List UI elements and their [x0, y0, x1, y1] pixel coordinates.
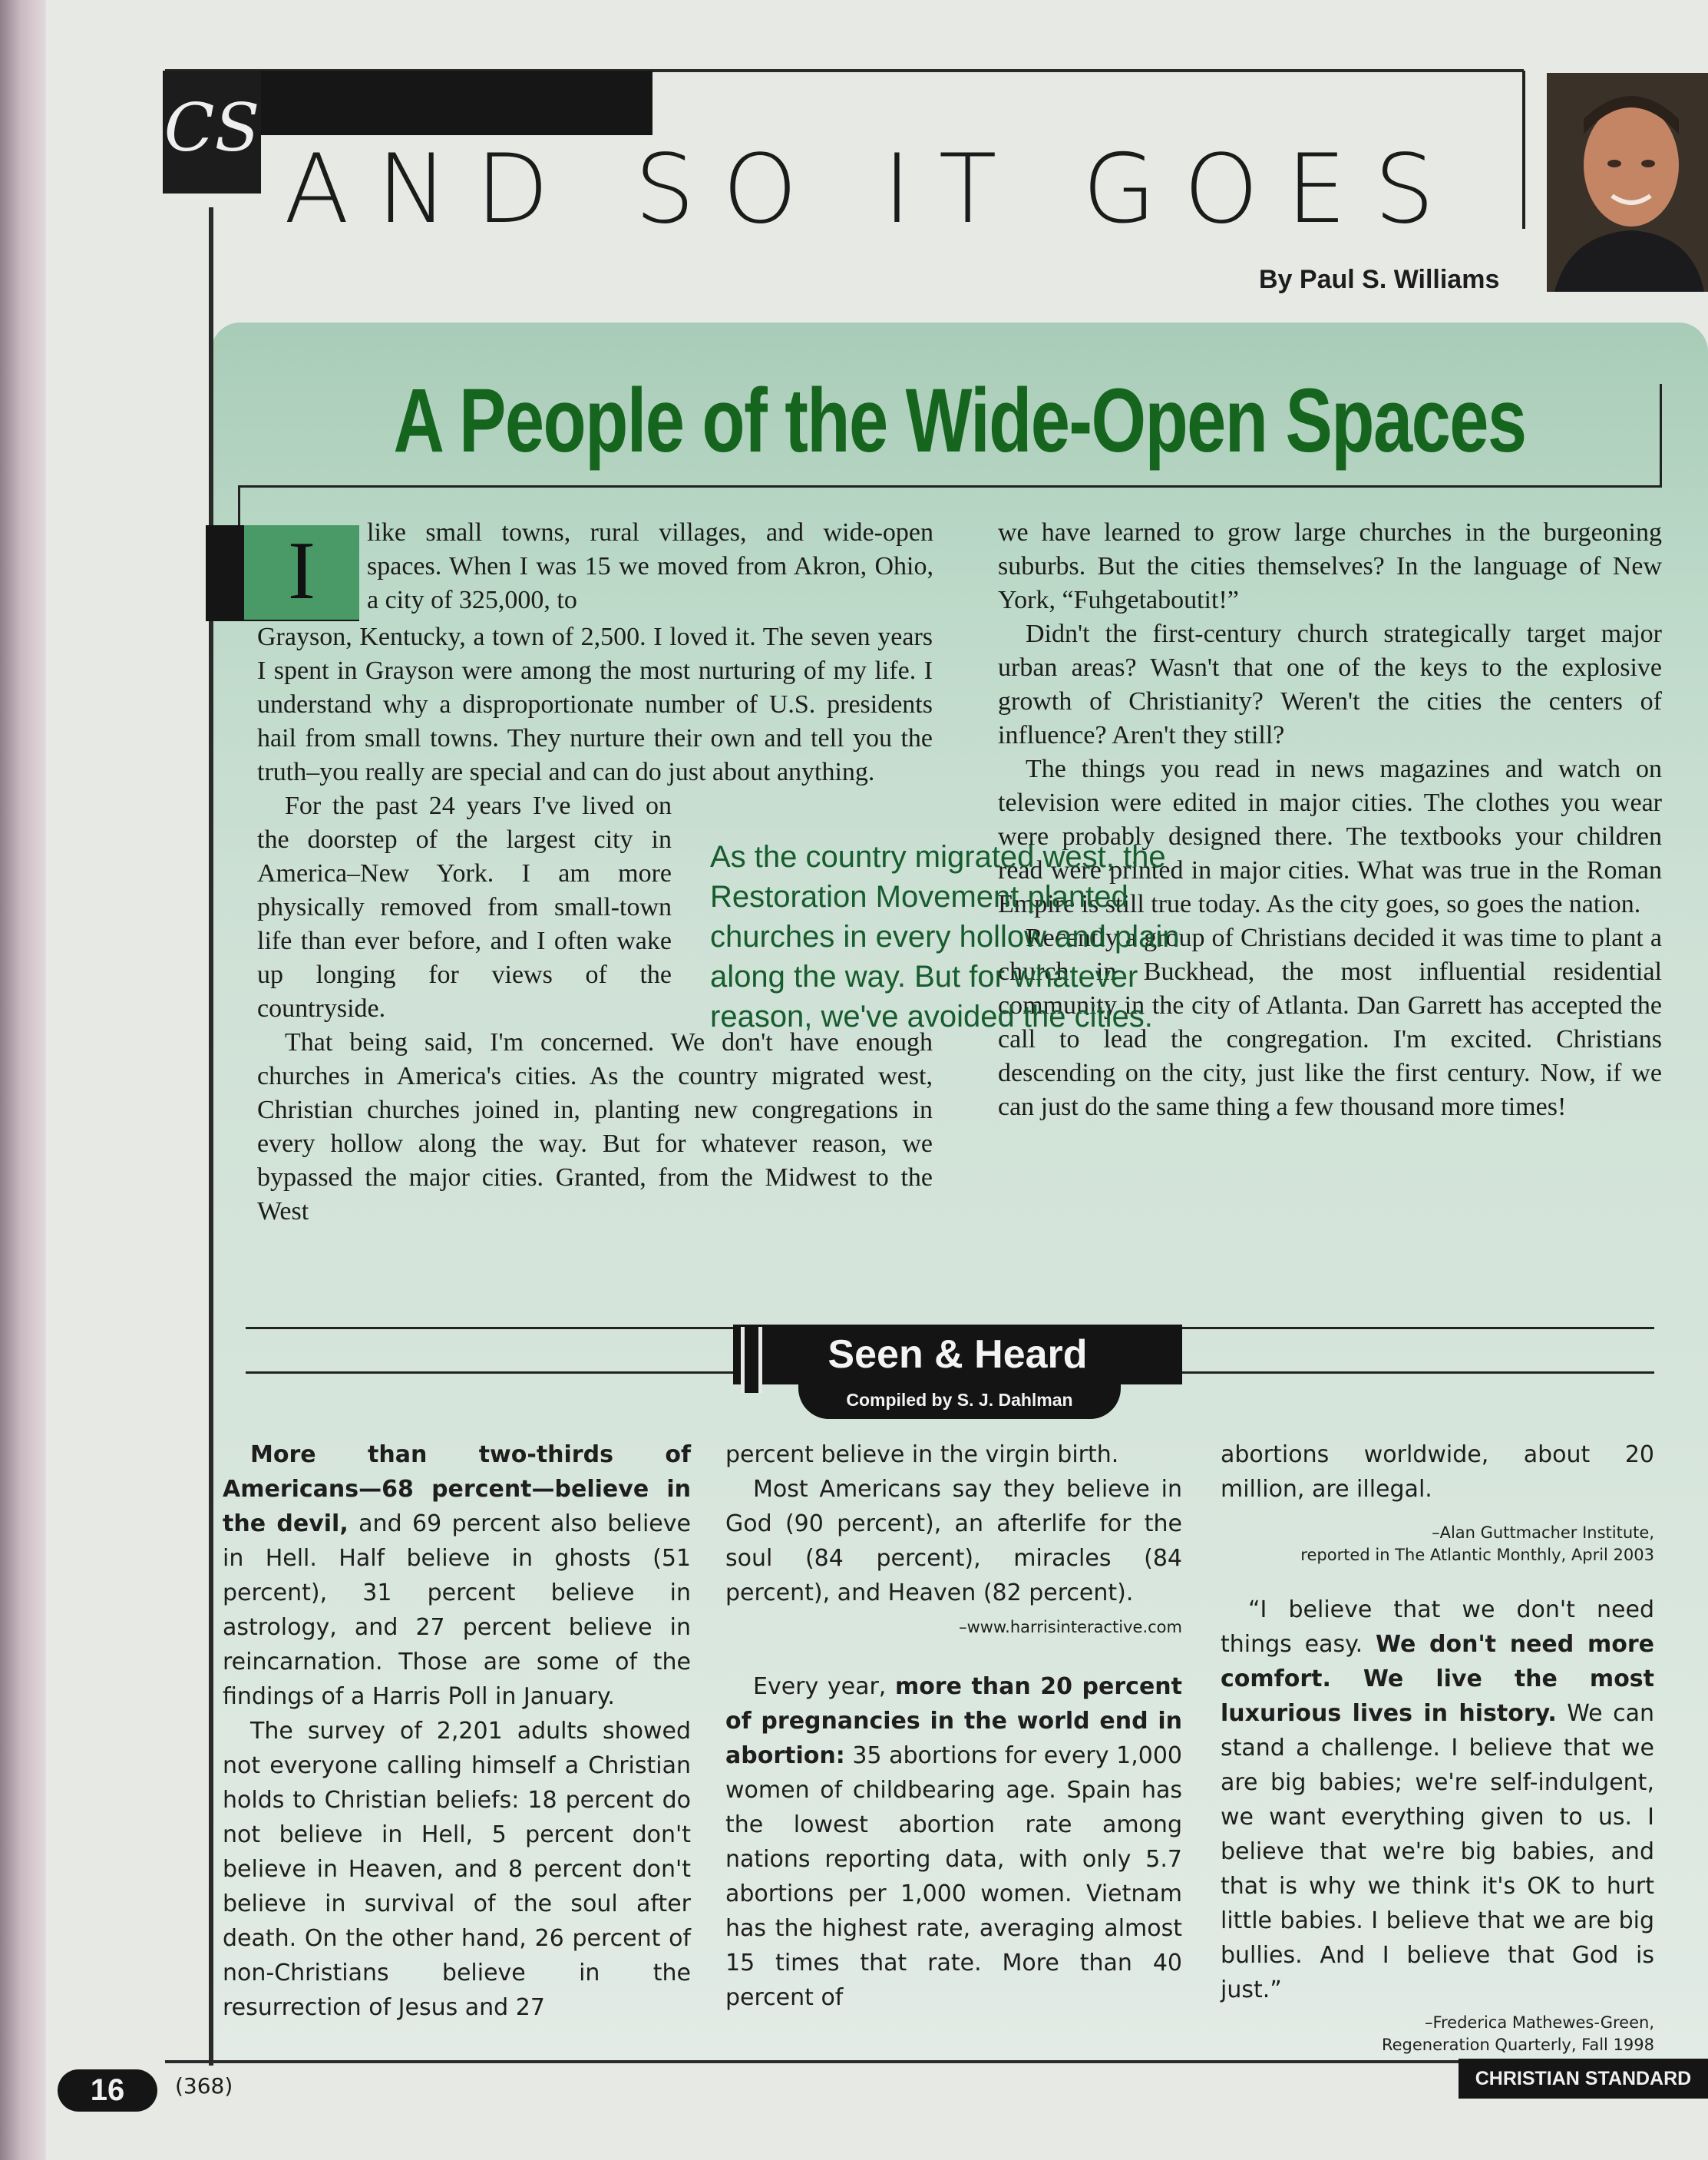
item-source: –Alan Guttmacher Institute,	[1432, 1523, 1654, 1542]
article-column-left-top	[367, 516, 933, 617]
seen-heard-column-3	[1221, 1437, 1654, 2056]
drop-cap: I	[244, 525, 359, 620]
seen-heard-column-2	[725, 1437, 1182, 2015]
section-compiler: Compiled by S. J. Dahlman	[798, 1382, 1121, 1419]
item-source: reported in The Atlantic Monthly, April 2003	[1300, 1546, 1654, 1564]
magazine-name: CHRISTIAN STANDARD	[1459, 2059, 1708, 2099]
item-paragraph: abortions worldwide, about 20 million, are illegal.	[1221, 1441, 1654, 1503]
item-paragraph: The survey of 2,201 adults showed not everyone calling himself a Christian holds to Christian beliefs: 18 percent do not believe in Hell, 5 percent don't believe in Heaven, and 8 percent don't believe in survival of the soul after death. On the other hand, 26 percent of non-Christians believe in the resurrection of Jesus and 27	[223, 1718, 691, 2021]
article-paragraph: Didn't the first-century church strategically target major urban areas? Wasn't that one of the keys to the explosive growth of Christianity? Weren't the cities the centers of influence? Aren't they still?	[998, 620, 1662, 749]
binding-spine	[0, 0, 46, 2160]
byline: By Paul S. Williams	[1259, 265, 1500, 294]
item-text: and 69 percent also believe in Hell. Half believe in ghosts (51 percent), 31 percent believe in astrology, and 27 percent believe in reincarnation. Those are some of the findings of a Harris Poll in January.	[223, 1510, 691, 1710]
item-lead: more than 20 percent of pregnancies in the world end in abortion:	[725, 1673, 1182, 1769]
page-number: 16	[58, 2069, 157, 2112]
item-text: We can stand a challenge. I believe that we are big babies; we're self-indulgent, we want everything given to us. I believe that we're big babies, and that is why we think it's OK to hurt little babies. I believe that we are big bullies. And I believe that God is just.”	[1221, 1700, 1654, 2003]
author-portrait-icon	[1547, 73, 1708, 292]
item-text: “I believe that we don't need things easy.	[1221, 1596, 1654, 1658]
item-paragraph: percent believe in the virgin birth.	[725, 1441, 1119, 1468]
item-paragraph	[223, 1437, 691, 1714]
pull-quote: As the country migrated west, the Restoration Movement planted churches in every hollow and plain along the way. But for whatever reason, we've avoided the cities.	[710, 840, 1180, 1034]
item-source: –www.harrisinteractive.com	[959, 1618, 1182, 1636]
column-title: AND SO IT GOES	[284, 134, 1462, 245]
section-title: Seen & Heard	[828, 1332, 1088, 1377]
item-paragraph	[725, 1669, 1182, 2015]
article-paragraph: The things you read in news magazines and watch on television were edited in major cities. The clothes you wear were probably designed there. The textbooks your children read were printed in major cities. What was true in the Roman Empire is still true today. As the city goes, so goes the nation.	[998, 755, 1662, 918]
header-bar	[261, 71, 652, 135]
seen-heard-column-1	[223, 1437, 691, 2025]
article-paragraph: Grayson, Kentucky, a town of 2,500. I loved it. The seven years I spent in Grayson were among the most nurturing of my life. I understand why a disproportionate number of U.S. presidents hail from small towns. They nurture their own and tell you the truth–you really are special and can do just about anything.	[257, 623, 933, 786]
item-source: Regeneration Quarterly, Fall 1998	[1381, 2036, 1654, 2054]
item-lead: We don't need more comfort. We live the most luxurious lives in history.	[1221, 1631, 1654, 1727]
item-lead: More than two-thirds of Americans—68 percent—believe in the devil,	[223, 1441, 691, 1537]
article-paragraph: Recently a group of Christians decided it was time to plant a church in Buckhead, the most influential residential community in the city of Atlanta. Dan Garrett has accepted the call to lead the congregation. I'm excited. Christians descending on the city, just like the first century. Now, if we can just do the same thing a few thousand more times!	[998, 924, 1662, 1121]
article-title: A People of the Wide-Open Spaces	[393, 370, 1526, 471]
volume-page-number: (368)	[175, 2073, 233, 2099]
item-paragraph	[1221, 1593, 1654, 2007]
frame-rule-left	[209, 207, 213, 2066]
article-paragraph: For the past 24 years I've lived on the doorstep of the largest city in America–New York. I am more physically removed from small-town life than ever before, and I often wake up longing for views of the countryside.	[257, 792, 672, 1023]
article-paragraph: we have learned to grow large churches in the burgeoning suburbs. But the cities themselves? In the language of New York, “Fuhgetaboutit!”	[998, 518, 1662, 614]
article-paragraph: like small towns, rural villages, and wide-open spaces. When I was 15 we moved from Akron, Ohio, a city of 325,000, to	[367, 518, 933, 614]
title-rule-right	[1660, 384, 1662, 488]
author-photo	[1547, 73, 1708, 292]
item-source: –Frederica Mathewes-Green,	[1424, 2013, 1654, 2032]
item-text: 35 abortions for every 1,000 women of childbearing age. Spain has the lowest abortion rate among nations reporting data, with only 5.7 abortions per 1,000 women. Vietnam has the highest rate, averaging almost 15 times that rate. More than 40 percent of	[725, 1742, 1182, 2011]
item-paragraph: Most Americans say they believe in God (90 percent), an afterlife for the soul (84 percent), miracles (84 percent), and Heaven (82 percent).	[725, 1476, 1182, 1606]
cs-logo: CS	[163, 71, 261, 194]
title-rule	[238, 485, 1662, 488]
header-divider	[1522, 71, 1525, 229]
item-text: Every year,	[753, 1673, 895, 1700]
article-paragraph: That being said, I'm concerned. We don't have enough churches in America's cities. As the country migrated west, Christian churches joined in, planting new congregations in every hollow along the way. But for whatever reason, we bypassed the major cities. Granted, from the Midwest to the West	[257, 1028, 933, 1226]
